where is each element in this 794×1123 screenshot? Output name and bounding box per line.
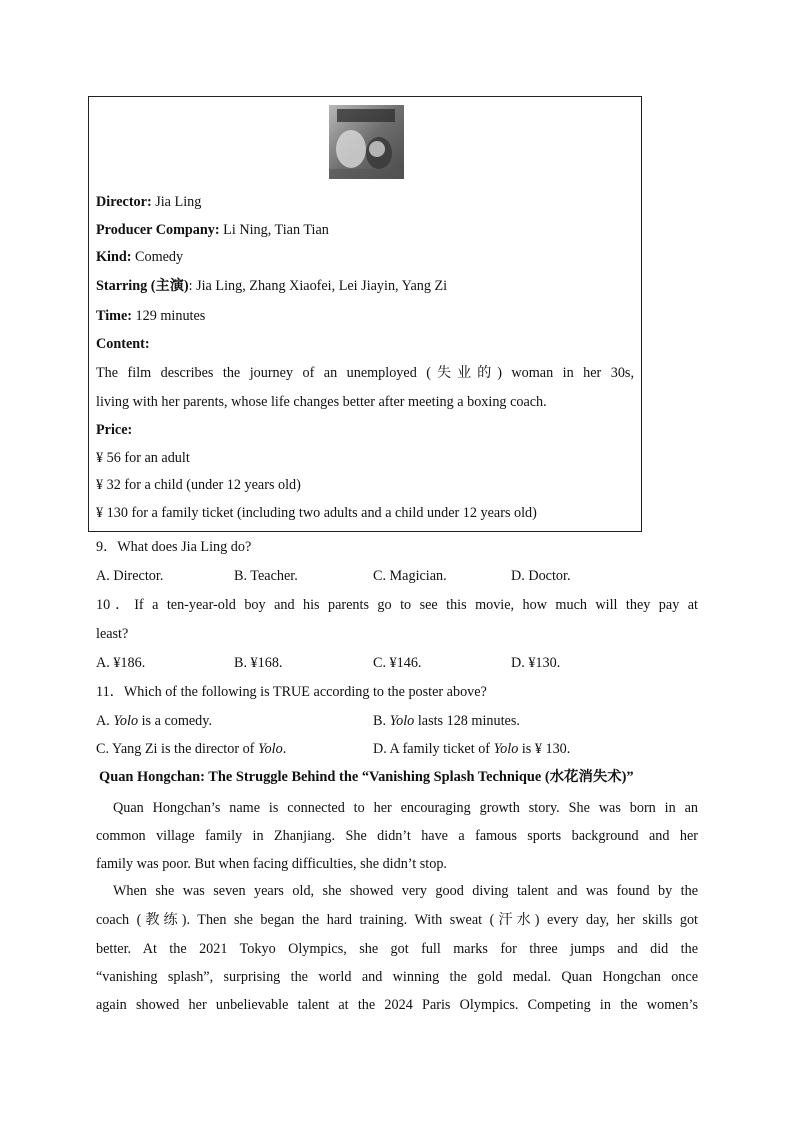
passage-line-3: family was poor. But when facing difficulties, she didn’t stop. xyxy=(96,856,447,872)
question-10-option-a[interactable]: A. ¥186. xyxy=(96,655,146,671)
question-9-option-d[interactable]: D. Doctor. xyxy=(511,568,571,584)
kind-value: Comedy xyxy=(135,249,184,265)
option-prefix: B. xyxy=(373,713,390,729)
director-label: Director: xyxy=(96,194,152,210)
option-prefix: D. A family ticket of xyxy=(373,741,494,757)
question-11-option-d[interactable] xyxy=(373,740,570,758)
option-suffix: is a comedy. xyxy=(138,713,212,729)
time-value: 129 minutes xyxy=(135,308,206,324)
kind-label: Kind: xyxy=(96,249,132,265)
content-label-row xyxy=(96,335,150,353)
movie-title: Yolo xyxy=(257,741,283,757)
time-row xyxy=(96,307,205,325)
price-child: ¥ 32 for a child (under 12 years old) xyxy=(96,477,301,493)
price-adult: ¥ 56 for an adult xyxy=(96,450,190,466)
movie-poster-box xyxy=(88,96,642,532)
question-10-option-d[interactable]: D. ¥130. xyxy=(511,655,561,671)
question-9-option-c[interactable]: C. Magician. xyxy=(373,568,447,584)
question-11-option-b[interactable] xyxy=(373,712,520,730)
option-suffix: lasts 128 minutes. xyxy=(414,713,520,729)
question-9-option-b[interactable]: B. Teacher. xyxy=(234,568,298,584)
content-label: Content: xyxy=(96,336,150,352)
question-9-stem: 9．What does Jia Ling do? xyxy=(96,539,252,555)
question-10-stem-line-1: 10．If a ten-year-old boy and his parents go to see this movie, how much will they pay at xyxy=(96,597,698,613)
option-suffix: is ¥ 130. xyxy=(518,741,571,757)
content-line-1: The film describes the journey of an unemployed (失业的) woman in her 30s, xyxy=(96,365,634,381)
passage-line-4: When she was seven years old, she showed very good diving talent and was found by the xyxy=(113,883,698,899)
passage-line-7: “vanishing splash”, surprising the world and winning the gold medal. Quan Hongchan once xyxy=(96,969,698,985)
director-value: Jia Ling xyxy=(155,194,202,210)
movie-title: Yolo xyxy=(389,713,415,729)
price-family: ¥ 130 for a family ticket (including two adults and a child under 12 years old) xyxy=(96,505,537,521)
question-11-option-a[interactable] xyxy=(96,712,212,730)
option-prefix: A. xyxy=(96,713,114,729)
passage-line-6: better. At the 2021 Tokyo Olympics, she got full marks for three jumps and did the xyxy=(96,941,698,957)
price-label: Price: xyxy=(96,422,133,438)
option-prefix: C. Yang Zi is the director of xyxy=(96,741,258,757)
starring-value: : Jia Ling, Zhang Xiaofei, Lei Jiayin, Yang Zi xyxy=(188,278,448,294)
movie-title: Yolo xyxy=(493,741,519,757)
passage-line-1: Quan Hongchan’s name is connected to her encouraging growth story. She was born in an xyxy=(113,800,698,816)
passage-line-5: coach (教练). Then she began the hard training. With sweat (汗水) every day, her skills got xyxy=(96,912,698,928)
time-label: Time: xyxy=(96,308,132,324)
movie-title: Yolo xyxy=(113,713,139,729)
question-11-stem: 11．Which of the following is TRUE according to the poster above? xyxy=(96,684,487,700)
price-label-row xyxy=(96,421,132,439)
poster-image xyxy=(329,105,404,179)
option-suffix: . xyxy=(282,741,287,757)
director-row xyxy=(96,193,201,211)
question-10-option-c[interactable]: C. ¥146. xyxy=(373,655,422,671)
passage-title: Quan Hongchan: The Struggle Behind the “Vanishing Splash Technique (水花消失术)” xyxy=(99,769,634,785)
content-line-2: living with her parents, whose life changes better after meeting a boxing coach. xyxy=(96,394,547,410)
producer-value: Li Ning, Tian Tian xyxy=(223,222,329,238)
kind-row xyxy=(96,248,183,266)
question-10-stem-line-2: least? xyxy=(96,626,129,642)
question-10-option-b[interactable]: B. ¥168. xyxy=(234,655,283,671)
question-9-option-a[interactable]: A. Director. xyxy=(96,568,164,584)
starring-row xyxy=(96,277,447,295)
passage-line-8: again showed her unbelievable talent at the 2024 Paris Olympics. Competing in the women’s xyxy=(96,997,698,1013)
producer-row xyxy=(96,221,329,239)
passage-line-2: common village family in Zhanjiang. She didn’t have a famous sports background and her xyxy=(96,828,698,844)
starring-label: Starring (主演) xyxy=(96,278,189,294)
producer-label: Producer Company: xyxy=(96,222,220,238)
question-11-option-c[interactable] xyxy=(96,740,286,758)
